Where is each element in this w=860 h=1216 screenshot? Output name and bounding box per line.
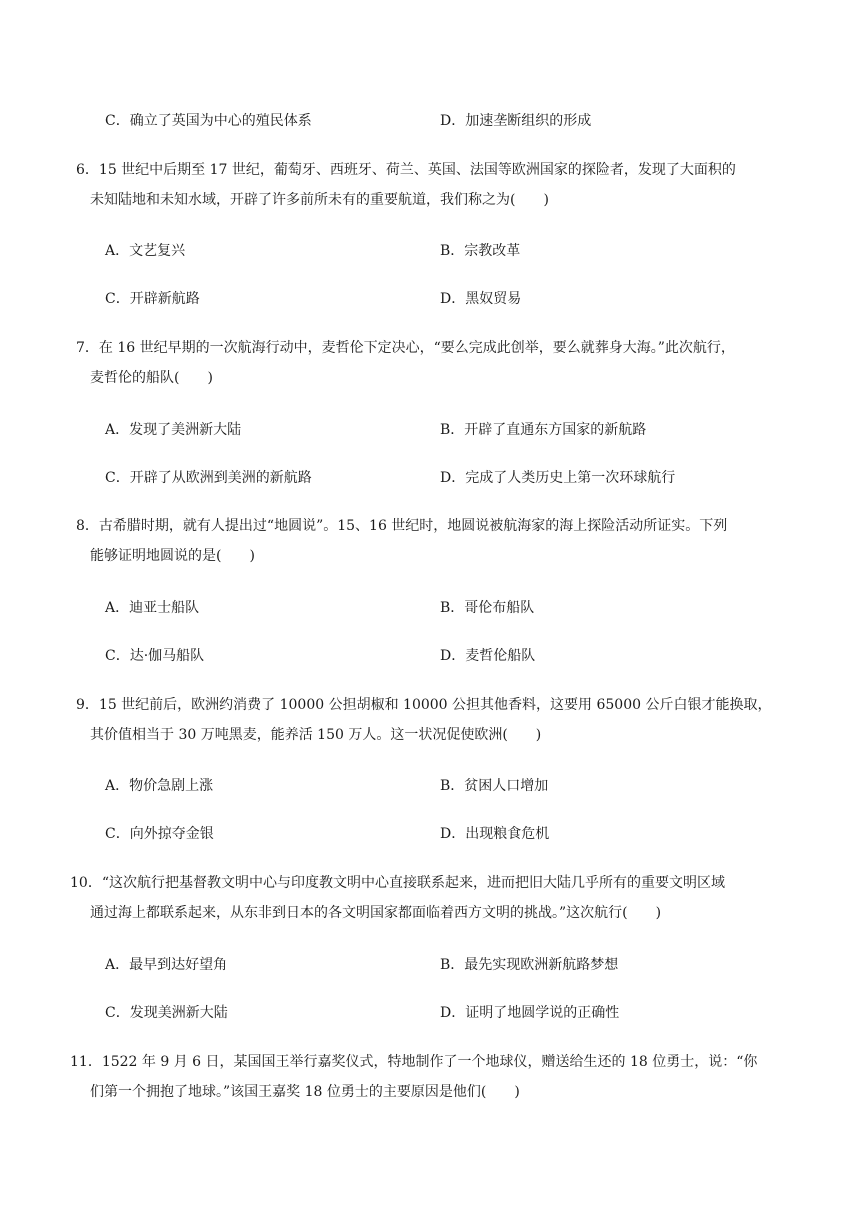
question-8-stem-line1: 8．古希腊时期，就有人提出过“地圆说”。15、16 世纪时，地圆说被航海家的海上探险活动所证实。下列	[76, 518, 728, 534]
question-9-stem-line2: 其价值相当于 30 万吨黑麦，能养活 150 万人。这一状况促使欧洲( )	[90, 727, 542, 743]
q6-option-a[interactable]: A．文艺复兴	[105, 243, 186, 259]
question-6	[76, 155, 786, 215]
question-8	[76, 511, 786, 571]
question-7-stem-line2: 麦哲伦的船队( )	[90, 370, 213, 386]
q6-option-c[interactable]: C．开辟新航路	[105, 291, 200, 307]
q9-option-c[interactable]: C．向外掠夺金银	[105, 826, 214, 842]
question-11-stem-line1: 11．1522 年 9 月 6 日，某国国王举行嘉奖仪式，特地制作了一个地球仪，赠送给生还的 18 位勇士，说：“你	[70, 1054, 758, 1070]
q7-options-row-ab	[105, 419, 805, 441]
q10-options-row-ab	[105, 954, 805, 976]
q7-option-d[interactable]: D．完成了人类历史上第一次环球航行	[440, 470, 676, 486]
q8-option-c[interactable]: C．达·伽马船队	[105, 648, 205, 664]
q6-option-b[interactable]: B．宗教改革	[440, 243, 521, 259]
question-10-stem-line2: 通过海上都联系起来，从东非到日本的各文明国家都面临着西方文明的挑战。”这次航行( )	[90, 905, 662, 921]
question-11-stem-line2: 们第一个拥抱了地球。”该国王嘉奖 18 位勇士的主要原因是他们( )	[90, 1084, 520, 1100]
q7-option-a[interactable]: A．发现了美洲新大陆	[105, 422, 242, 438]
q9-options-row-ab	[105, 775, 805, 797]
q10-option-c[interactable]: C．发现美洲新大陆	[105, 1005, 228, 1021]
q8-option-d[interactable]: D．麦哲伦船队	[440, 648, 536, 664]
q5-option-c[interactable]: C．确立了英国为中心的殖民体系	[105, 113, 312, 129]
question-11	[70, 1047, 786, 1107]
question-7	[76, 333, 786, 393]
q5-options-row-cd	[105, 110, 805, 132]
q6-options-row-cd	[105, 288, 805, 310]
q7-options-row-cd	[105, 467, 805, 489]
q10-option-b[interactable]: B．最先实现欧洲新航路梦想	[440, 957, 619, 973]
q8-options-row-ab	[105, 597, 805, 619]
question-9-stem-line1: 9．15 世纪前后，欧洲约消费了 10000 公担胡椒和 10000 公担其他香料，这要用 65000 公斤白银才能换取，	[76, 697, 772, 713]
q10-option-d[interactable]: D．证明了地圆学说的正确性	[440, 1005, 620, 1021]
q9-option-b[interactable]: B．贫困人口增加	[440, 778, 549, 794]
q8-option-a[interactable]: A．迪亚士船队	[105, 600, 200, 616]
question-6-stem-line2: 未知陆地和未知水域，开辟了许多前所未有的重要航道，我们称之为( )	[90, 192, 549, 208]
q7-option-b[interactable]: B．开辟了直通东方国家的新航路	[440, 422, 647, 438]
q7-option-c[interactable]: C．开辟了从欧洲到美洲的新航路	[105, 470, 312, 486]
q5-option-d[interactable]: D．加速垄断组织的形成	[440, 113, 592, 129]
question-10	[70, 868, 786, 928]
q9-options-row-cd	[105, 823, 805, 845]
question-8-stem-line2: 能够证明地圆说的是( )	[90, 548, 255, 564]
question-7-stem-line1: 7．在 16 世纪早期的一次航海行动中，麦哲伦下定决心，“要么完成此创举，要么就葬身大海。”此次航行，	[76, 340, 735, 356]
q9-option-a[interactable]: A．物价急剧上涨	[105, 778, 214, 794]
q6-option-d[interactable]: D．黑奴贸易	[440, 291, 522, 307]
question-6-stem-line1: 6．15 世纪中后期至 17 世纪，葡萄牙、西班牙、荷兰、英国、法国等欧洲国家的探险者，发现了大面积的	[76, 162, 736, 178]
q8-options-row-cd	[105, 645, 805, 667]
q10-options-row-cd	[105, 1002, 805, 1024]
question-10-stem-line1: 10．“这次航行把基督教文明中心与印度教文明中心直接联系起来，进而把旧大陆几乎所有的重要文明区域	[70, 875, 725, 891]
question-9	[76, 690, 786, 750]
q8-option-b[interactable]: B．哥伦布船队	[440, 600, 535, 616]
q10-option-a[interactable]: A．最早到达好望角	[105, 957, 228, 973]
q9-option-d[interactable]: D．出现粮食危机	[440, 826, 550, 842]
q6-options-row-ab	[105, 240, 805, 262]
